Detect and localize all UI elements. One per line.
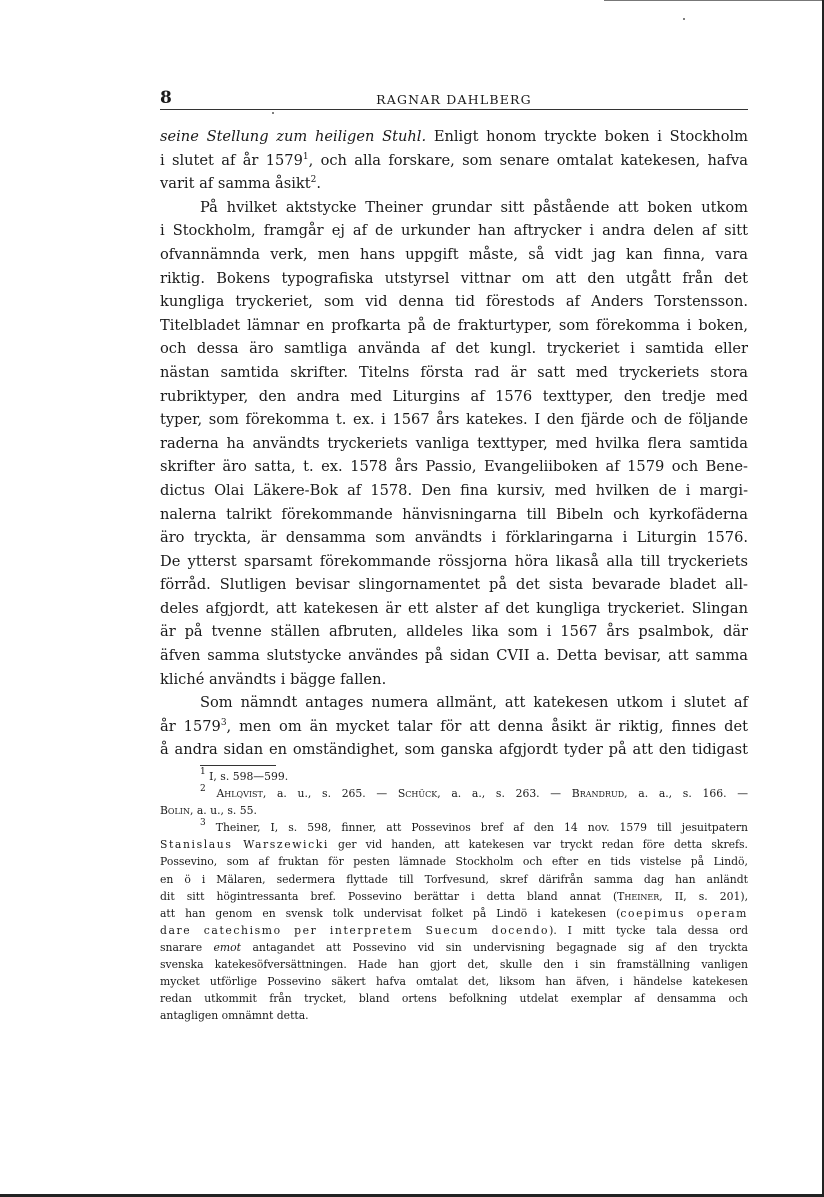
text-line: skrifter äro satta, t. ex. 1578 års Passio, Evangeliiboken af 1579 och Bene- (160, 458, 748, 476)
italic-phrase: seine Stellung zum heiligen Stuhl. (160, 128, 427, 145)
footnote-line: antagligen omnämnt detta. (160, 1009, 309, 1023)
footnote-line: redan utkommit från trycket, bland ortens befolkning utdelat exemplar af densamma och (160, 992, 748, 1006)
text-line: dictus Olai Läkere-Bok af 1578. Den fina kursiv, med hvilken de i margi- (160, 481, 748, 499)
header-rule (160, 109, 748, 110)
text-line: deles afgjordt, att katekesen är ett alster af det kungliga tryckeriet. Slingan (160, 599, 748, 617)
footnote-1 (160, 768, 748, 785)
footnote-3 (160, 819, 748, 1024)
running-title: RAGNAR DAHLBERG (376, 92, 532, 107)
scan-speck (683, 18, 685, 20)
text-line: kungliga tryckeriet, som vid denna tid förestods af Anders Torstensson. (160, 293, 748, 311)
body-text (160, 125, 748, 762)
text-line: Titelbladet lämnar en profkarta på de frakturtyper, som förekomma i boken, (160, 316, 748, 334)
text-line: seine Stellung zum heiligen Stuhl. Enligt honom tryckte boken i Stockholm (160, 128, 748, 145)
footnote-line: dit sitt högintressanta bref. Possevino berättar i detta bland annat (Theiner, II, s. 201), (160, 889, 748, 903)
page-header (160, 88, 748, 110)
scan-edge-top (604, 0, 824, 1)
text-line: å andra sidan en omständighet, som ganska afgjordt tyder på att den tidigast (160, 741, 748, 759)
text-line: år 1579$^3$, men om än mycket talar för att denna åsikt är riktig, finnes det (160, 717, 748, 735)
footnote-line: $^3$ Theiner, I, s. 598, finner, att Possevinos bref af den 14 nov. 1579 till jesuitpatern (200, 818, 748, 835)
footnote-line: $^2$ Ahlqvist, a. u., s. 265. — Schück, a. a., s. 263. — Brandrud, a. a., s. 166. — (200, 784, 748, 801)
footnote-rule (200, 765, 276, 766)
footnotes (160, 768, 748, 1024)
text-line: De ytterst sparsamt förekommande rössjorna höra likaså alla till tryckeriets (160, 552, 748, 570)
text-line: äro tryckta, är densamma som användts i förklaringarna i Liturgin 1576. (160, 529, 748, 547)
footnote-line: snarare emot antagandet att Possevino vid sin undervisning begagnade sig af den tryckta (160, 940, 748, 954)
footnote-line: svenska katekesöfversättningen. Hade han gjort det, skulle den i sin framställning vanligen (160, 958, 748, 972)
footnote-line: en ö i Mälaren, sedermera flyttade till Torfvesund, skref därifrån samma dag han anländt (160, 872, 748, 886)
text-line: i Stockholm, framgår ej af de urkunder han aftrycker i andra delen af sitt (160, 222, 748, 240)
text-line: typer, som förekomma t. ex. i 1567 års katekes. I den fjärde och de följande (160, 411, 748, 429)
paragraph-2 (160, 196, 748, 691)
text-line: kliché användts i bägge fallen. (160, 670, 387, 688)
footnote-line: Bolin, a. u., s. 55. (160, 804, 257, 818)
paragraph-3 (160, 691, 748, 762)
text-line: i slutet af år 1579$^1$, och alla forskare, som senare omtalat katekesen, hafva (160, 151, 748, 169)
text-line: förråd. Slutligen bevisar slingornamentet på det sista bevarade bladet all- (160, 576, 748, 594)
text-line: nästan samtida skrifter. Titelns första rad är satt med tryckeriets stora (160, 363, 748, 381)
footnote-line: $^1$ I, s. 598—599. (200, 767, 289, 783)
footnote-line: Stanislaus Warszewicki ger vid handen, att katekesen var tryckt redan före detta skrefs. (160, 838, 748, 852)
text-line: rubriktyper, den andra med Liturgins af 1576 texttyper, den tredje med (160, 387, 748, 405)
text-line: raderna ha användts tryckeriets vanliga texttyper, med hvilka flera samtida (160, 434, 748, 452)
text-line: nalerna talrikt förekommande hänvisningarna till Bibeln och kyrkofäderna (160, 505, 748, 523)
text-line: På hvilket aktstycke Theiner grundar sitt påstående att boken utkom (200, 198, 748, 216)
footnote-2 (160, 785, 748, 819)
scan-speck (272, 112, 274, 114)
text-line: Som nämndt antages numera allmänt, att katekesen utkom i slutet af (200, 694, 748, 712)
text-line: varit af samma åsikt$^2$. (160, 175, 321, 193)
text-line: äfven samma slutstycke användes på sidan CVII a. Detta bevisar, att samma (160, 647, 748, 665)
footnote-line: att han genom en svensk tolk undervisat folket på Lindö i katekesen (coepimus operam (160, 906, 748, 920)
footnote-line: mycket utförlige Possevino säkert hafva omtalat det, liksom han äfven, i händelse katekesen (160, 975, 748, 989)
footnote-line: dare catechismo per interpretem Suecum docendo). I mitt tycke tala dessa ord (160, 923, 748, 937)
paragraph-1 (160, 125, 748, 196)
footnote-line: Possevino, som af fruktan för pesten lämnade Stockholm och efter en tids vistelse på Lindö, (160, 855, 748, 869)
page-number: 8 (160, 88, 172, 108)
text-line: riktig. Bokens typografiska utstyrsel vittnar om att den utgått från det (160, 269, 748, 287)
text-line: ofvannämnda verk, men hans uppgift måste, så vidt jag kan finna, vara (160, 245, 748, 263)
text-line: är på tvenne ställen afbruten, alldeles lika som i 1567 års psalmbok, där (160, 623, 748, 641)
text-line: och dessa äro samtliga använda af det kungl. tryckeriet i samtida eller (160, 340, 748, 358)
